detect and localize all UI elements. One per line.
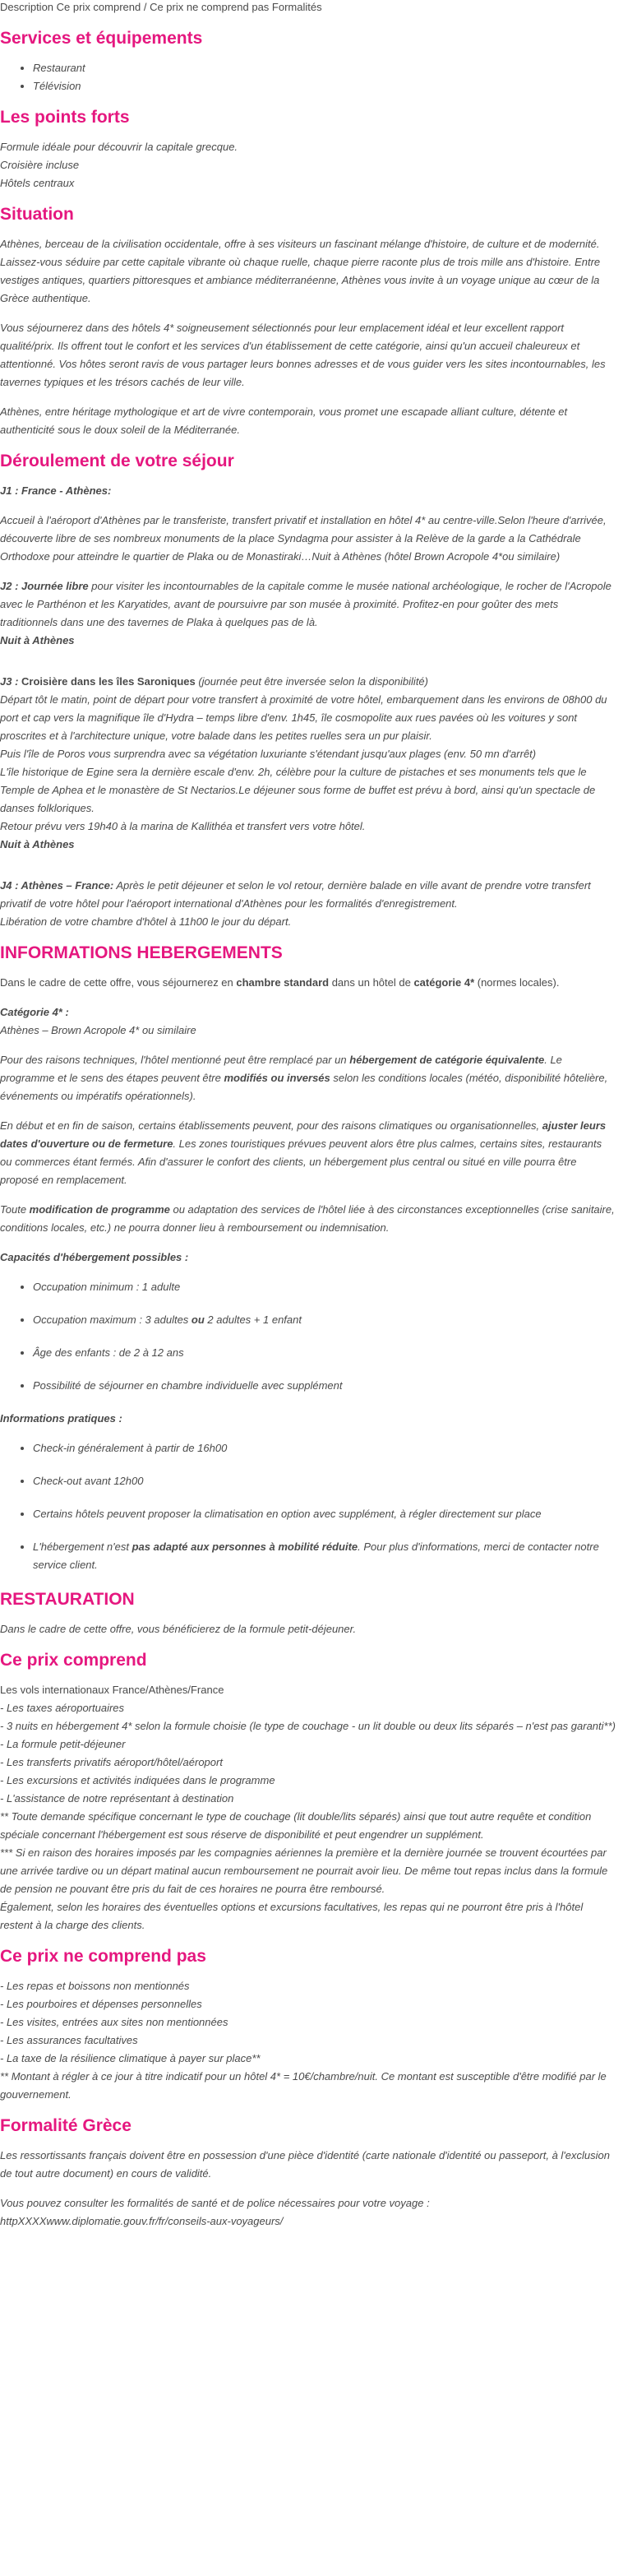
categorie-hotel: Athènes – Brown Acropole 4* ou similaire: [0, 1024, 196, 1036]
comprend-line: - L'assistance de notre représentant à destination: [0, 1792, 234, 1805]
comprend-line: - Les excursions et activités indiquées dans le programme: [0, 1774, 275, 1786]
text-span: selon les conditions locales (météo, disponibilité hôtelière, événements ou impératifs opérationnels).: [0, 1072, 608, 1102]
ne-comprend-line: - Les pourboires et dépenses personnelles: [0, 1998, 202, 2010]
ne-comprend-line: ** Montant à régler à ce jour à titre indicatif pour un hôtel 4* = 10€/chambre/nuit. Ce montant est susceptible d'être modifié par le gouvernement.: [0, 2070, 607, 2101]
day3-label: J3 :: [0, 675, 22, 688]
comprend-line: Également, selon les horaires des éventuelles options et excursions facultatives, les repas qui ne pourront être pris à l'hôtel restent à la charge des clients.: [0, 1901, 584, 1931]
points-forts-line: Hôtels centraux: [0, 177, 75, 189]
ne-comprend-line: - La taxe de la résilience climatique à payer sur place**: [0, 2052, 261, 2064]
ne-comprend-title: Ce prix ne comprend pas: [0, 1947, 206, 1966]
text-span: En début et en fin de saison, certains établissements peuvent, pour des raisons climatiques ou organisationnelles,: [0, 1119, 542, 1132]
points-forts-line: Croisière incluse: [0, 159, 80, 171]
points-forts-title: Les points forts: [0, 108, 130, 127]
text-bold: pas adapté aux personnes à mobilité réduite: [132, 1541, 358, 1553]
text-span: Occupation maximum : 3 adultes: [33, 1313, 192, 1326]
list-item: • Check-out avant 12h00: [33, 1472, 616, 1490]
day3-night: [0, 836, 616, 854]
situation-paragraph: Athènes, berceau de la civilisation occidentale, offre à ses visiteurs un fascinant mélange d'histoire, de culture et de modernité. Laissez-vous séduire par cette capitale vibrante où chaque ruelle, chaque pierre raconte plus de trois mille ans d'histoire. Entre vestiges antiques, quartiers pittoresques et ambiance méditerranéenne, Athènes vous invite à un voyage unique au cœur de la Grèce authentique.: [0, 238, 601, 304]
day2-label: J2 :: [0, 580, 22, 592]
points-forts-text: [0, 138, 616, 192]
text-bold: chambre standard: [236, 976, 330, 989]
day4-block: [0, 877, 616, 931]
text-span: Toute: [0, 1203, 30, 1216]
day3-paren: (journée peut être inversée selon la disponibilité): [195, 675, 428, 688]
comprend-line: ** Toute demande spécifique concernant le type de couchage (lit double/lits séparés) ainsi que tout autre requête et condition spéciale concernant l'hébergement est sous réserve de disponibilité et peut engendrer un supplément.: [0, 1810, 592, 1841]
list-item: • Occupation minimum : 1 adulte: [33, 1278, 616, 1296]
day3-line: Retour prévu vers 19h40 à la marina de Kallithéa et transfert vers votre hôtel.: [0, 820, 366, 832]
text-span: 2 adultes + 1 enfant: [204, 1313, 302, 1326]
deroulement-title: Déroulement de votre séjour: [0, 452, 234, 470]
comprend-line: *** Si en raison des horaires imposés par les compagnies aériennes la première et la dernière journée se trouvent écourtées par une arrivée tardive ou un départ matinal aucun remboursement ne pourrait avoir lieu. De même tout repas inclus dans la formule de pension ne pouvant être pris du fait de ces horaires ne pourra être remboursé.: [0, 1846, 608, 1895]
hebergement-intro: [0, 974, 616, 992]
comprend-list: [0, 1681, 616, 1934]
text-span: . Pour plus d'informations, merci de contacter notre service client.: [33, 1541, 599, 1571]
text-bold: modifiés ou inversés: [224, 1072, 330, 1084]
ne-comprend-list: [0, 1977, 616, 2104]
text-span: Pour des raisons techniques, l'hôtel mentionné peut être remplacé par un: [0, 1054, 350, 1066]
day3-line: L'île historique de Egine sera la dernière escale d'env. 2h, célèbre pour la culture de pistaches et ses monuments tels que le Temple de Aphea et le monastère de St Nectarios.Le déjeuner sous forme de buffet est prévu à bord, ainsi qu'un spectacle de danses folkloriques.: [0, 766, 596, 814]
day3-line: Puis l'île de Poros vous surprendra avec sa végétation luxuriante s'étendant jusqu'aux plages (env. 50 mn d'arrêt): [0, 748, 537, 760]
formalite-title: Formalité Grèce: [0, 2116, 132, 2135]
comprend-line: - Les taxes aéroportuaires: [0, 1702, 125, 1714]
situation-paragraph: Athènes, entre héritage mythologique et art de vivre contemporain, vous promet une escapade alliant culture, détente et authenticité sous le doux soleil de la Méditerranée.: [0, 405, 568, 436]
comprend-line: - 3 nuits en hébergement 4* selon la formule choisie (le type de couchage - un lit double ou deux lits séparés – n'est pas garanti**): [0, 1720, 616, 1732]
day4-body: Après le petit déjeuner et selon le vol retour, dernière balade en ville avant de prendre votre transfert privatif de votre hôtel pour l'aéroport international d'Athènes pour les formalités d'enregistrement.: [0, 879, 591, 910]
comprend-title: Ce prix comprend: [0, 1651, 147, 1670]
comprend-line: - La formule petit-déjeuner: [0, 1738, 126, 1750]
ne-comprend-line: - Les visites, entrées aux sites non mentionnées: [0, 2016, 228, 2028]
day1-label: J1 : France - Athènes:: [0, 484, 112, 497]
text-bold: ou: [191, 1313, 205, 1326]
day2-night-label: Nuit à Athènes: [0, 634, 75, 646]
text-span: Dans le cadre de cette offre, vous séjournerez en: [0, 976, 237, 989]
day3-bold: Croisière dans les îles Saroniques: [21, 675, 196, 688]
situation-paragraph: Vous séjournerez dans des hôtels 4* soigneusement sélectionnés pour leur emplacement idéal et leur excellent rapport qualité/prix. Ils offrent tout le confort et les services d'un établissement de cette catégorie, ainsi qu'un accueil chaleureux et attentionné. Vos hôtes seront ravis de vous partager leurs bonnes adresses et de vous guider vers les sites incontournables, les tavernes typiques et les trésors cachés de leur ville.: [0, 322, 606, 388]
comprend-line: - Les transferts privatifs aéroport/hôtel/aéroport: [0, 1756, 223, 1768]
pratiques-heading: [0, 1410, 616, 1428]
day2-night: [0, 632, 616, 650]
text-span: . Les zones touristiques prévues peuvent alors être plus calmes, certains sites, restaurants ou commerces étant fermés. Afin d'assurer le confort des clients, un hébergement plus central ou situé en ville pourra être proposé en remplacement.: [0, 1137, 602, 1186]
day3-line: Départ tôt le matin, point de départ pour votre transfert à proximité de votre hôtel, embarquement dans les environs de 08h00 du port et cap vers la magnifique île d'Hydra – temps libre d'env. 1h45, île cosmopolite aux rues pavées où les voitures y sont proscrites et à l'architecture unique, votre balade dans les petites ruelles sera un pur plaisir.: [0, 693, 607, 742]
list-item: • Âge des enfants : de 2 à 12 ans: [33, 1344, 616, 1362]
restauration-text: Dans le cadre de cette offre, vous bénéficierez de la formule petit-déjeuner.: [0, 1623, 357, 1635]
categorie-block: [0, 1003, 616, 1040]
situation-title: Situation: [0, 205, 74, 224]
day3-night-label: Nuit à Athènes: [0, 838, 75, 850]
list-item: • Possibilité de séjourner en chambre individuelle avec supplément: [33, 1377, 616, 1395]
text-bold: catégorie 4*: [413, 976, 475, 989]
categorie-heading: Catégorie 4* :: [0, 1006, 69, 1018]
capacites-label: Capacités d'hébergement possibles :: [0, 1251, 189, 1263]
day3-block: [0, 673, 616, 836]
day4-line: Libération de votre chambre d'hôtel à 11h00 le jour du départ.: [0, 915, 292, 928]
day2-bold: Journée libre: [21, 580, 89, 592]
capacites-heading: [0, 1249, 616, 1267]
day2-body: pour visiter les incontournables de la capitale comme le musée national archéologique, le rocher de l'Acropole avec le Parthénon et les Karyatides, avant de poursuivre par son musée à proximité. Profitez-en pour goûter des mets traditionnels dans une des tavernes de Plaka à quelques pas de là.: [0, 580, 611, 628]
list-item: [33, 1311, 616, 1329]
text-span: (normes locales).: [474, 976, 560, 989]
points-forts-line: Formule idéale pour découvrir la capitale grecque.: [0, 141, 238, 153]
text-span: L'hébergement n'est: [33, 1541, 132, 1553]
day4-bold: J4 : Athènes – France:: [0, 879, 114, 892]
day2-text: [0, 577, 616, 632]
list-item: • Check-in généralement à partir de 16h00: [33, 1439, 616, 1457]
pratiques-label: Informations pratiques :: [0, 1412, 122, 1425]
text-span: dans un hôtel de: [329, 976, 414, 989]
services-list: [0, 59, 616, 95]
text-bold: modification de programme: [29, 1203, 170, 1216]
hebergement-title: INFORMATIONS HEBERGEMENTS: [0, 943, 283, 962]
text-bold: hébergement de catégorie équivalente: [349, 1054, 545, 1066]
diplomatie-link[interactable]: httpXXXXwww.diplomatie.gouv.fr/fr/conseils-aux-voyageurs/: [0, 2215, 284, 2227]
saison-paragraph: [0, 1117, 616, 1189]
ne-comprend-line: - Les repas et boissons non mentionnés: [0, 1980, 190, 1992]
formalite-paragraph: Les ressortissants français doivent être en possession d'une pièce d'identité (carte nationale d'identité ou passeport, à l'exclusion de tout autre document) en cours de validité.: [0, 2149, 610, 2180]
text-span: ou adaptation des services de l'hôtel liée à des circonstances exceptionnelles (crise sanitaire, conditions locales, etc.) ne pourra donner lieu à remboursement ou indemnisation.: [0, 1203, 615, 1234]
pratiques-list: [0, 1439, 616, 1574]
comprend-line: Les vols internationaux France/Athènes/France: [0, 1684, 224, 1696]
modification-paragraph: [0, 1201, 616, 1237]
services-title: Services et équipements: [0, 29, 203, 48]
day1-text: Accueil à l'aéroport d'Athènes par le transferiste, transfert privatif et installation en hôtel 4* au centre-ville.Selon l'heure d'arrivée, découverte libre de ses nombreux monuments de la place Syndagma pour assister à la Relève de la garde a la Cathédrale Orthodoxe pour atteindre le quartier de Plaka ou de Monastiraki…Nuit à Athènes (hôtel Brown Acropole 4*ou similaire): [0, 514, 607, 563]
day1-heading: [0, 482, 616, 500]
formalite-paragraph: Vous pouvez consulter les formalités de santé et de police nécessaires pour votre voyage :: [0, 2197, 430, 2209]
text-span: . Le programme et le sens des étapes peuvent être: [0, 1054, 562, 1084]
list-item: [33, 1538, 616, 1574]
list-item: • Télévision: [33, 77, 616, 95]
text-bold: ajuster leurs dates d'ouverture ou de fermeture: [0, 1119, 607, 1150]
capacites-list: [0, 1278, 616, 1395]
ne-comprend-line: - Les assurances facultatives: [0, 2034, 138, 2046]
raisons-paragraph: [0, 1051, 616, 1105]
section-tabs[interactable]: Description Ce prix comprend / Ce prix ne comprend pas Formalités: [0, 1, 322, 13]
restauration-title: RESTAURATION: [0, 1590, 135, 1609]
list-item: • Restaurant: [33, 59, 616, 77]
formalite-links: [0, 2194, 616, 2231]
list-item: • Certains hôtels peuvent proposer la climatisation en option avec supplément, à régler directement sur place: [33, 1505, 616, 1523]
